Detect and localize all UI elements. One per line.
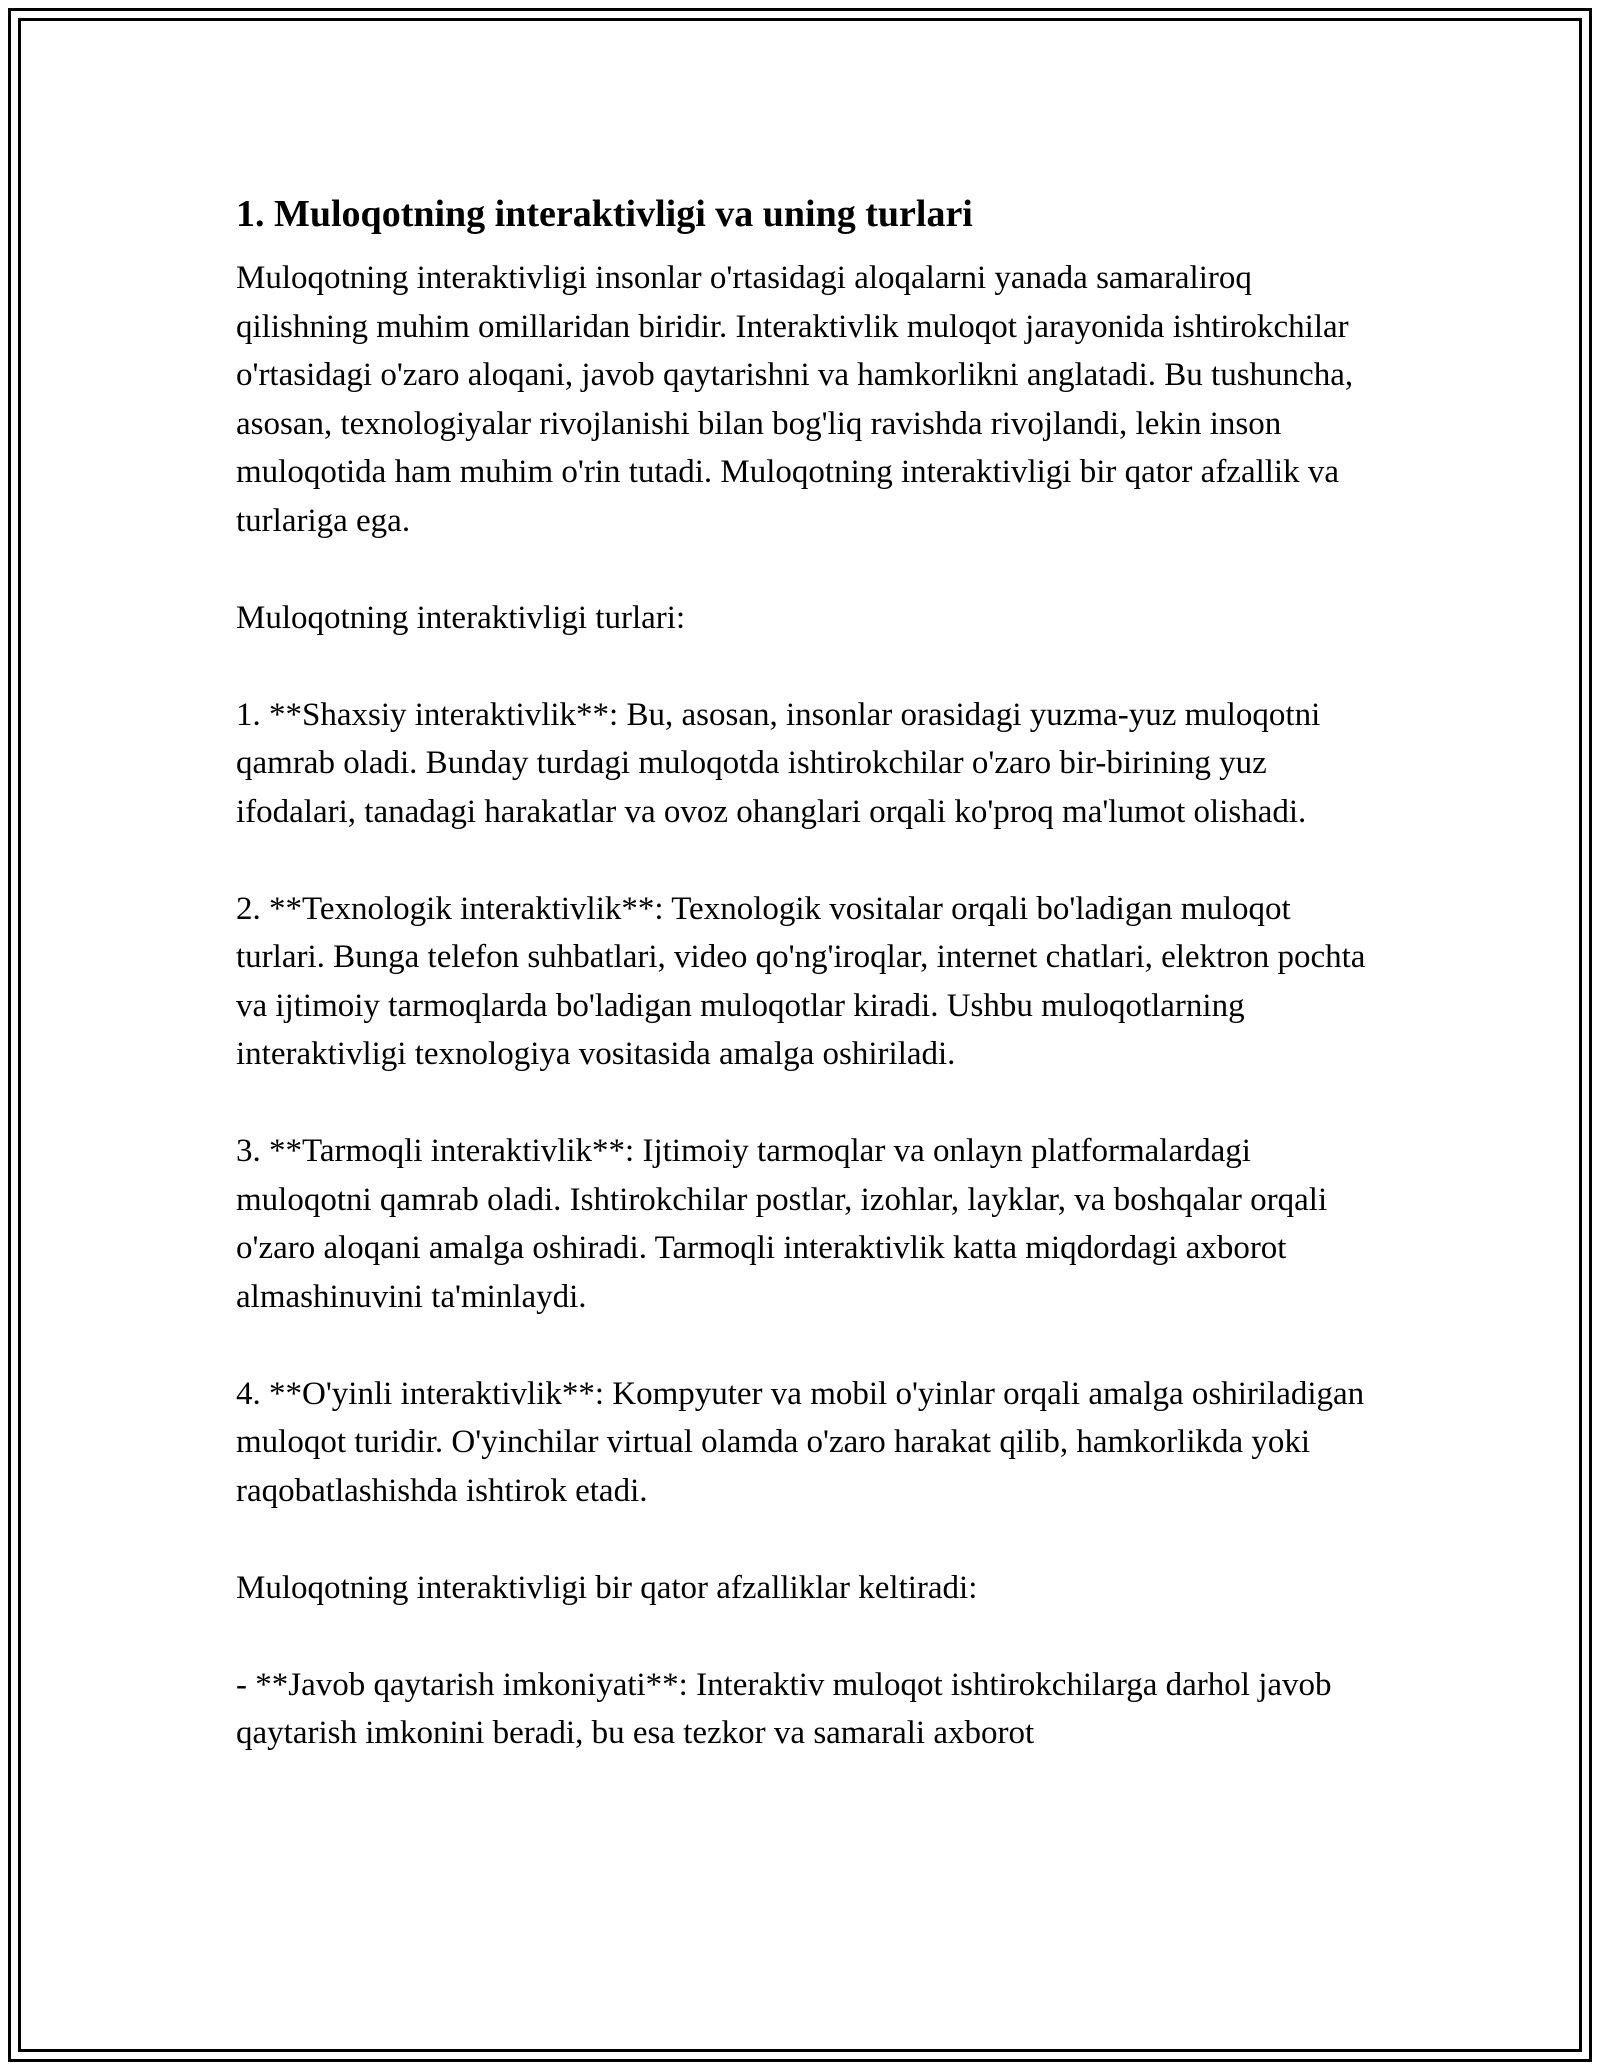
paragraph-advantages-intro: Muloqotning interaktivligi bir qator afzalliklar keltiradi: [236, 1569, 978, 1606]
list-item-technological: 2. **Texnologik interaktivlik**: Texnologik vositalar orqali bo'ladigan muloqot turlari. Bunga telefon suhbatlari, video qo'ng'iroqlar, internet chatlari, elektron pochta va ijtimoiy tarmoqlarda bo'ladigan muloqotlar kiradi. Ushbu muloqotlarning interaktivligi texnologiya vositasida amalga oshiriladi. [236, 890, 1366, 1072]
paragraph-types-intro: Muloqotning interaktivligi turlari: [236, 599, 686, 636]
list-item-personal: 1. **Shaxsiy interaktivlik**: Bu, asosan, insonlar orasidagi yuzma-yuz muloqotni qamrab oladi. Bunday turdagi muloqotda ishtirokchilar o'zaro bir-birining yuz ifodalari, tanadagi harakatlar va ovoz ohanglari orqali ko'proq ma'lumot olishadi. [236, 696, 1321, 830]
list-item-network: 3. **Tarmoqli interaktivlik**: Ijtimoiy tarmoqlar va onlayn platformalardagi muloqotni qamrab oladi. Ishtirokchilar postlar, izohlar, layklar, va boshqalar orqali o'zaro aloqani amalga oshiradi. Tarmoqli interaktivlik katta miqdordagi axborot almashinuvini ta'minlaydi. [236, 1133, 1328, 1315]
bullet-feedback: - **Javob qaytarish imkoniyati**: Interaktiv muloqot ishtirokchilarga darhol javob qaytarish imkonini beradi, bu esa tezkor va samarali axborot [236, 1666, 1332, 1751]
section-heading: 1. Muloqotning interaktivligi va uning turlari [236, 193, 973, 235]
document-body [236, 184, 1386, 1806]
list-item-gaming: 4. **O'yinli interaktivlik**: Kompyuter va mobil o'yinlar orqali amalga oshiriladigan muloqot turidir. O'yinchilar virtual olamda o'zaro harakat qilib, hamkorlikda yoki raqobatlashishda ishtirok etadi. [236, 1375, 1365, 1509]
paragraph-intro: Muloqotning interaktivligi insonlar o'rtasidagi aloqalarni yanada samaraliroq qilishning muhim omillaridan biridir. Interaktivlik muloqot jarayonida ishtirokchilar o'rtasidagi o'zaro aloqani, javob qaytarishni va hamkorlikni anglatadi. Bu tushuncha, asosan, texnologiyalar rivojlanishi bilan bog'liq ravishda rivojlandi, lekin inson muloqotida ham muhim o'rin tutadi. Muloqotning interaktivligi bir qator afzallik va turlariga ega. [236, 260, 1354, 539]
